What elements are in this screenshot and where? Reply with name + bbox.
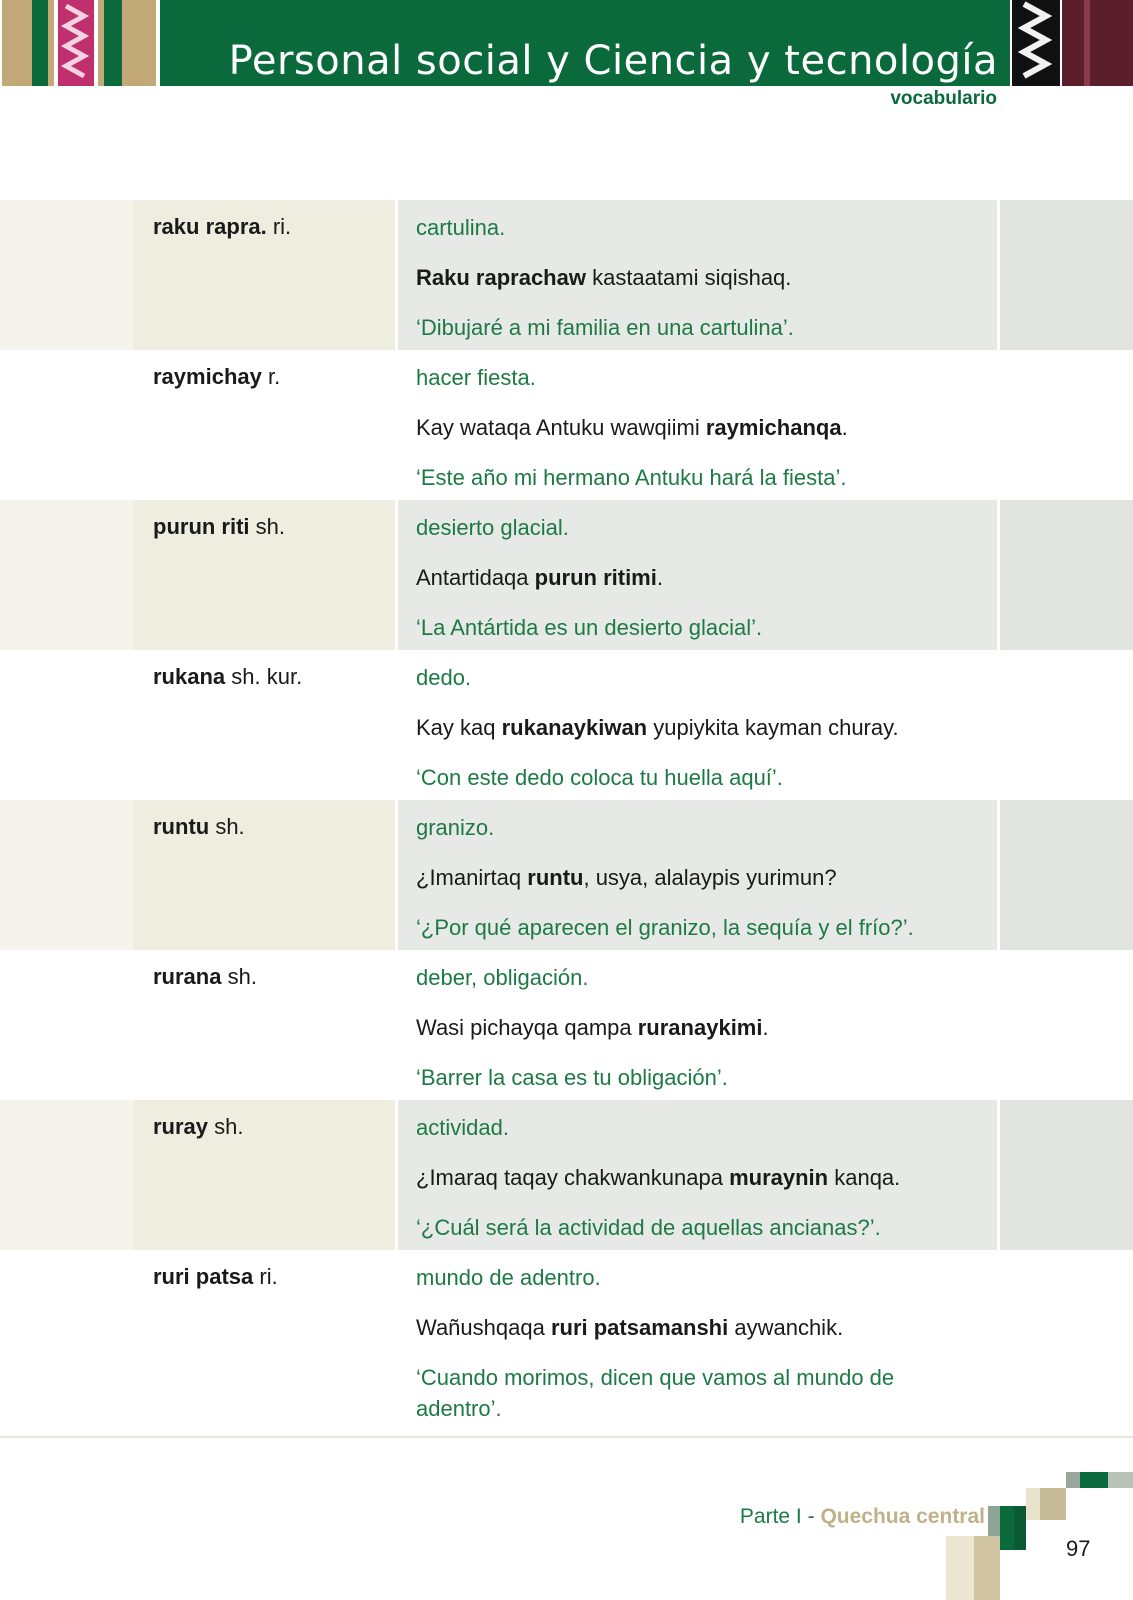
- entry-translation: ‘Este año mi hermano Antuku hará la fiesta’.: [416, 465, 847, 490]
- example-segment: ¿Imanirtaq: [416, 865, 528, 890]
- example-segment: ruri patsamanshi: [550, 1315, 729, 1340]
- entry-meaning: mundo de adentro.: [416, 1265, 601, 1290]
- entry-definition: [416, 1262, 976, 1424]
- entry-definition: [416, 512, 976, 643]
- entry-translation: ‘Con este dedo coloca tu huella aquí’.: [416, 765, 783, 790]
- term-segment: ruray: [153, 1114, 209, 1139]
- term-segment: rukana: [153, 664, 226, 689]
- vocabulary-entry: [0, 650, 1133, 800]
- entry-example: [416, 412, 976, 443]
- example-segment: yupiykita kayman churay.: [647, 715, 899, 740]
- vocabulary-entry: [0, 1100, 1133, 1250]
- entry-meaning: cartulina.: [416, 215, 506, 240]
- example-segment: purun ritimi: [534, 565, 657, 590]
- vocabulary-entry: [0, 200, 1133, 350]
- example-segment: raymichanqa: [705, 415, 842, 440]
- decorative-stripe: [1090, 0, 1133, 86]
- example-segment: muraynin: [729, 1165, 829, 1190]
- entry-translation: ‘Dibujaré a mi familia en una cartulina’.: [416, 315, 794, 340]
- entry-definition: [416, 362, 976, 493]
- entry-example: [416, 712, 976, 743]
- row-background: [1000, 500, 1133, 650]
- example-segment: , usya, alalaypis yurimun?: [583, 865, 837, 890]
- example-segment: .: [841, 415, 848, 440]
- row-background: [1000, 1100, 1133, 1250]
- page-number: 97: [1066, 1536, 1091, 1561]
- decorative-stripe: [122, 0, 156, 86]
- decorative-stripe: [104, 0, 122, 86]
- example-segment: ruranaykimi: [637, 1015, 763, 1040]
- entry-example: [416, 1012, 976, 1043]
- example-segment: ¿Imaraq taqay chakwankunapa: [416, 1165, 730, 1190]
- footer-language: Quechua central: [820, 1505, 985, 1528]
- example-segment: rukanaykiwan: [501, 715, 648, 740]
- decorative-stripe: [32, 0, 48, 86]
- term-segment: raymichay: [153, 364, 262, 389]
- term-segment: sh.: [208, 1114, 244, 1139]
- entry-translation: ‘Cuando morimos, dicen que vamos al mundo de adentro’.: [416, 1365, 895, 1421]
- example-segment: Wasi pichayqa qampa: [416, 1015, 638, 1040]
- section-title: Personal social y Ciencia y tecnología: [228, 38, 998, 84]
- entry-meaning: dedo.: [416, 665, 472, 690]
- example-segment: .: [656, 565, 663, 590]
- entry-translation: ‘La Antártida es un desierto glacial’.: [416, 615, 763, 640]
- entry-definition: [416, 1112, 976, 1243]
- term-segment: ri.: [253, 1264, 278, 1289]
- term-segment: purun riti: [153, 514, 250, 539]
- example-segment: kanqa.: [828, 1165, 901, 1190]
- entry-term: [153, 964, 257, 990]
- vocabulary-entry: [0, 350, 1133, 500]
- entry-definition: [416, 662, 976, 793]
- entry-definition: [416, 812, 976, 943]
- decorative-stripe: [1062, 0, 1084, 86]
- entry-example: [416, 862, 976, 893]
- footer-label: [740, 1505, 985, 1529]
- example-segment: Kay kaq: [416, 715, 502, 740]
- entry-meaning: deber, obligación.: [416, 965, 589, 990]
- example-segment: Kay wataqa Antuku wawqiimi: [416, 415, 706, 440]
- decorative-pattern-stripe: [58, 0, 94, 86]
- example-segment: Raku raprachaw: [416, 265, 586, 290]
- example-segment: aywanchik.: [728, 1315, 844, 1340]
- term-segment: rurana: [153, 964, 222, 989]
- entry-example: [416, 562, 976, 593]
- example-segment: runtu: [527, 865, 584, 890]
- example-segment: Wañushqaqa: [416, 1315, 551, 1340]
- vocabulary-list: [0, 200, 1133, 1438]
- entry-term: [153, 1264, 278, 1290]
- term-segment: sh.: [249, 514, 286, 539]
- example-segment: .: [762, 1015, 769, 1040]
- entry-example: [416, 1162, 976, 1193]
- entry-term: [153, 364, 280, 390]
- term-segment: sh. kur.: [225, 664, 303, 689]
- vocabulary-entry: [0, 500, 1133, 650]
- entry-definition: [416, 962, 976, 1093]
- term-segment: ri.: [266, 214, 292, 239]
- term-segment: sh.: [221, 964, 257, 989]
- term-segment: r.: [261, 364, 281, 389]
- entry-term: [153, 664, 302, 690]
- entry-example: [416, 262, 976, 293]
- term-segment: ruri patsa: [153, 1264, 254, 1289]
- row-background: [1000, 800, 1133, 950]
- term-segment: raku rapra.: [153, 214, 267, 239]
- zigzag-pattern-icon: [58, 0, 94, 86]
- decorative-pattern-stripe: [1012, 0, 1060, 86]
- example-segment: Antartidaqa: [416, 565, 535, 590]
- decorative-stripe: [2, 0, 32, 86]
- footer-part: Parte I -: [739, 1505, 821, 1528]
- vocabulary-entry: [0, 800, 1133, 950]
- entry-example: [416, 1312, 976, 1343]
- entry-term: [153, 814, 245, 840]
- entry-meaning: hacer fiesta.: [416, 365, 536, 390]
- entry-meaning: granizo.: [416, 815, 495, 840]
- row-background: [0, 500, 133, 650]
- entry-translation: ‘¿Por qué aparecen el granizo, la sequía y el frío?’.: [416, 915, 914, 940]
- term-segment: sh.: [209, 814, 245, 839]
- row-background: [0, 800, 133, 950]
- entry-term: [153, 1114, 244, 1140]
- entry-meaning: desierto glacial.: [416, 515, 569, 540]
- entry-term: [153, 514, 285, 540]
- example-segment: kastaatami siqishaq.: [585, 265, 792, 290]
- row-background: [1000, 200, 1133, 350]
- decorative-stripe: [48, 0, 54, 86]
- zigzag-pattern-icon: [1012, 0, 1060, 86]
- row-background: [0, 1100, 133, 1250]
- row-background: [0, 200, 133, 350]
- term-segment: runtu: [153, 814, 210, 839]
- entry-translation: ‘Barrer la casa es tu obligación’.: [416, 1065, 728, 1090]
- page-header: [0, 0, 1133, 88]
- vocabulary-entry: [0, 950, 1133, 1100]
- section-subtitle: vocabulario: [890, 88, 997, 109]
- entry-meaning: actividad.: [416, 1115, 509, 1140]
- entry-term: [153, 214, 291, 240]
- vocabulary-entry: [0, 1250, 1133, 1438]
- entry-translation: ‘¿Cuál será la actividad de aquellas ancianas?’.: [416, 1215, 881, 1240]
- entry-definition: [416, 212, 976, 343]
